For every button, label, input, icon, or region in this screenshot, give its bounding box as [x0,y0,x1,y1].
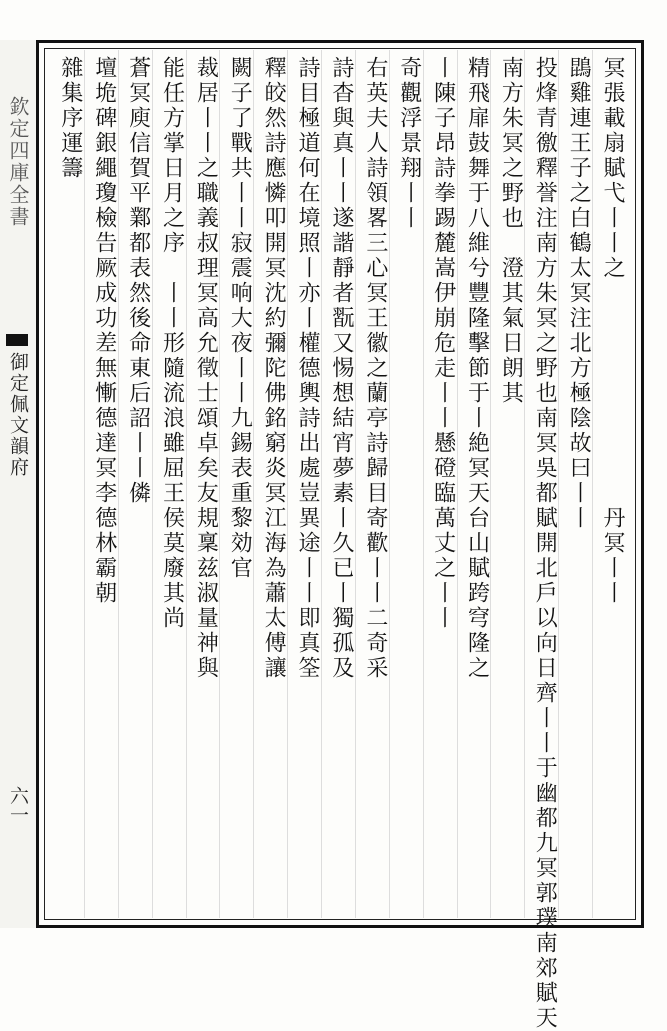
text-column [425,56,457,916]
column-text: 詩目極道何在境照丨亦丨權德輿詩出處豈異途丨丨即真筌 [295,56,321,681]
column-divider [355,50,356,918]
text-column [120,56,152,916]
banxin-series-title: 欽定四庫全書 [6,96,30,228]
column-divider [321,50,322,918]
column-text: 雜集序運籌 [57,56,83,181]
column-divider [490,50,491,918]
text-column [323,56,355,916]
text-column [594,56,626,916]
column-divider [219,50,220,918]
column-divider [558,50,559,918]
banxin-page-number: 六一 [7,786,29,824]
banxin-margin [0,40,36,928]
text-column [255,56,287,916]
column-text: 冥張載扇賦弋丨丨之 丹冥丨丨 [599,56,625,606]
column-text: 蒼冥庾信賀平鄴都表然後命東后詔丨丨僯 [125,56,151,506]
text-column [560,56,592,916]
column-divider [592,50,593,918]
column-text: 壇垝碑銀繩瓊檢告厥成功差無慚德達冥李德林霸朝 [91,56,117,606]
text-column [154,56,186,916]
text-column [188,56,220,916]
column-text: 鵾雞連王子之白鶴太冥注北方極陰故曰丨丨 [566,56,592,531]
column-text: 闕子了戰共丨丨寂震响大夜丨丨九錫表重黎効官 [227,56,253,581]
fishtail-mark [6,334,28,346]
column-text: 投烽青徼釋誉注南方朱冥之野也南冥吳都賦開北戶以向日齊丨丨于幽都九冥郭璞南郊賦天 [532,56,558,1031]
column-text: 奇觀浮景翔丨丨 [396,56,422,231]
text-column [221,56,253,916]
column-text: 裁居丨丨之職義叔理冥高允徵士頌卓矣友規稟兹淑量神與 [193,56,219,681]
column-text: 右英夫人詩領畧三心冥王徽之蘭亭詩歸目寄歡丨丨二奇采 [362,56,388,681]
column-divider [457,50,458,918]
text-column [86,56,118,916]
column-divider [423,50,424,918]
column-divider [389,50,390,918]
column-text: 精飛扉鼓舞于八維兮豐隆擊節于丨絶冥天台山賦跨穹隆之 [464,56,490,681]
text-column [391,56,423,916]
text-column [459,56,491,916]
column-text: 丨陳子昂詩拳踢麓嵩伊崩危走丨丨懸磴臨萬丈之丨丨 [430,56,456,631]
banxin-book-title: 御定佩文韻府 [7,352,29,478]
column-divider [253,50,254,918]
column-text: 詩杳與真丨丨遂諧靜者翫又惕想結宵夢素丨久已丨獨孤及 [328,56,354,681]
column-text: 釋皎然詩應憐叩開冥沈約彌陀佛銘窮炎冥江海為蕭太傅讓 [261,56,287,681]
column-divider [524,50,525,918]
column-text: 南方朱冥之野也 澄其氣日朗其 [498,56,524,406]
text-column [289,56,321,916]
column-divider [118,50,119,918]
text-column [52,56,84,916]
text-column [526,56,558,1031]
text-column [357,56,389,916]
text-column [492,56,524,916]
column-divider [287,50,288,918]
column-divider [152,50,153,918]
column-text: 能任方掌日月之序 丨丨形隨流浪雖屈王侯莫廢其尚 [159,56,185,631]
column-divider [186,50,187,918]
column-divider [84,50,85,918]
